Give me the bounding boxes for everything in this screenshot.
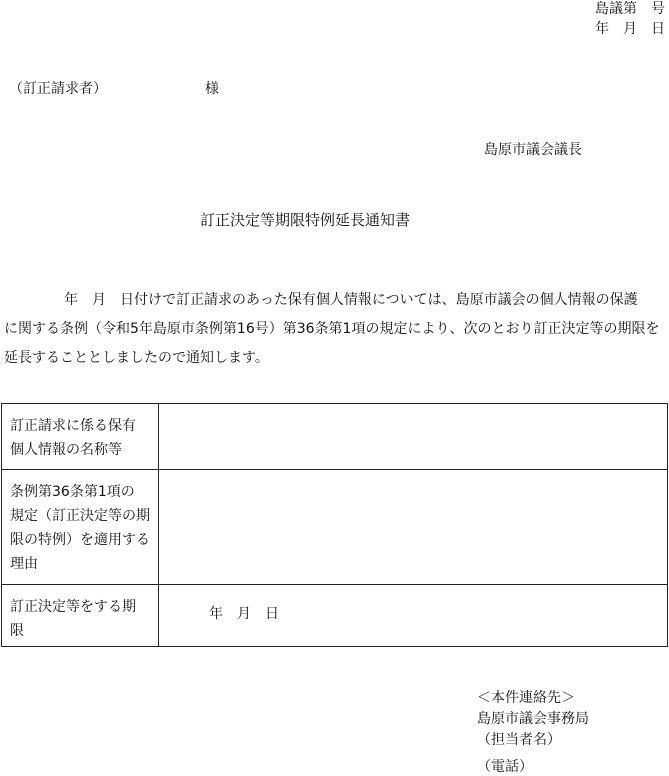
document-number: 島議第 号 [595, 1, 665, 17]
row-label-reason: 条例第36条第1項の 規定（訂正決定等の期 限の特例）を適用する 理由 [2, 470, 159, 585]
addressee-honorific: 様 [205, 81, 219, 97]
row-label-personal-info: 訂正請求に係る保有 個人情報の名称等 [2, 404, 159, 470]
body-line: に関する条例（令和5年島原市条例第16号）第36条第1項の規定により、次のとおり訂正決定等の期限を [4, 321, 660, 337]
contact-heading: ＜本件連絡先＞ [477, 690, 575, 706]
row-value-reason [159, 470, 668, 585]
contact-phone: （電話） [477, 759, 533, 775]
contact-office: 島原市議会事務局 [477, 711, 589, 727]
deadline-date: 年 月 日 [209, 606, 279, 622]
table-row [2, 404, 668, 470]
details-table [1, 403, 668, 647]
document-title: 訂正決定等期限特例延長通知書 [200, 211, 411, 229]
row-value-personal-info [159, 404, 668, 470]
sender-title: 島原市議会議長 [484, 142, 582, 158]
body-line: 年 月 日付けで訂正請求のあった保有個人情報については、島原市議会の個人情報の保護 [64, 292, 638, 308]
addressee-name: （訂正請求者） [9, 81, 107, 97]
table-row [2, 470, 668, 585]
contact-person: （担当者名） [477, 732, 561, 748]
table-row [2, 585, 668, 647]
document-date: 年 月 日 [595, 21, 665, 37]
body-paragraph [4, 286, 666, 373]
row-value-deadline [159, 585, 668, 647]
body-line: 延長することとしましたので通知します。 [4, 350, 269, 366]
row-label-deadline: 訂正決定等をする期 限 [2, 585, 159, 647]
